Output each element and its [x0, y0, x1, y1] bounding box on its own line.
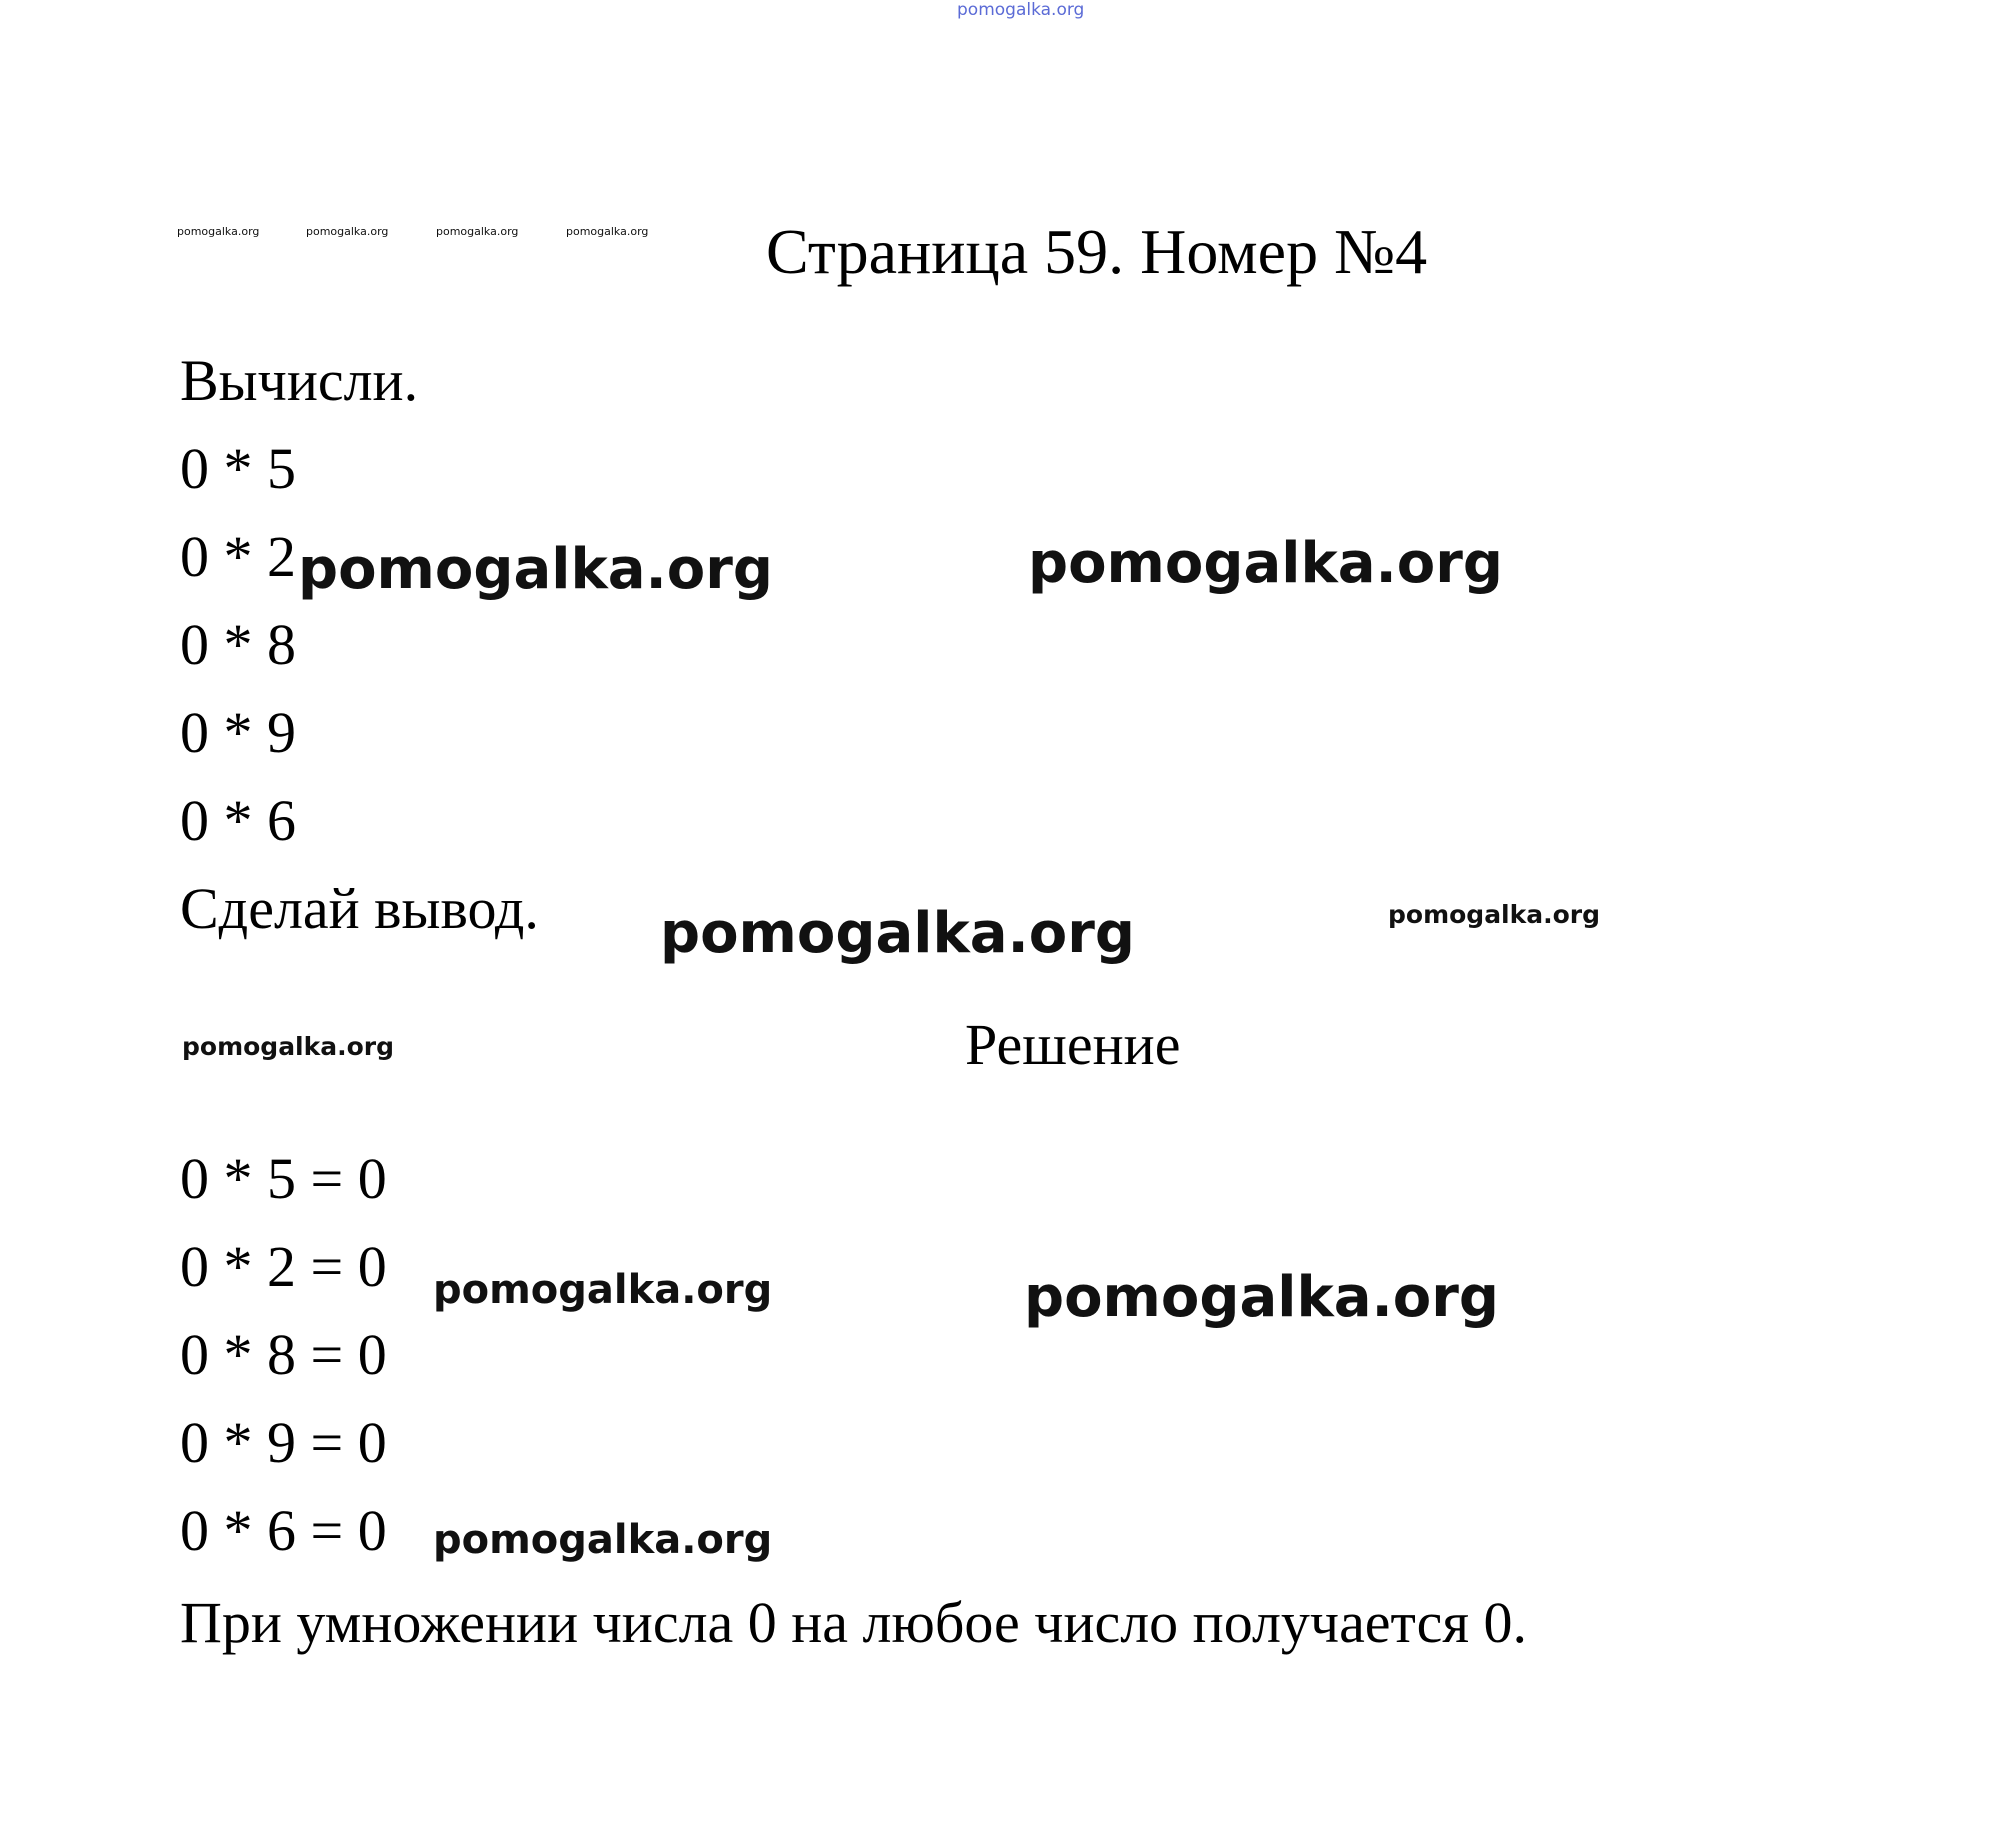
task-expression: 0 * 2: [180, 524, 296, 589]
watermark-large: pomogalka.org: [1024, 1265, 1499, 1330]
solution-conclusion: При умножении числа 0 на любое число получается 0.: [180, 1590, 1528, 1655]
task-expression: 0 * 8: [180, 612, 296, 677]
watermark-top: pomogalka.org: [957, 0, 1085, 20]
watermark-medium: pomogalka.org: [433, 1267, 773, 1313]
watermark-small: pomogalka.org: [1388, 900, 1601, 929]
solution-heading: Решение: [965, 1012, 1181, 1077]
watermark-large: pomogalka.org: [1028, 531, 1503, 596]
task-expression: 0 * 5: [180, 436, 296, 501]
solution-result: 0 * 6 = 0: [180, 1498, 387, 1563]
solution-result: 0 * 9 = 0: [180, 1410, 387, 1475]
watermark-tiny-1: pomogalka.org: [177, 225, 260, 238]
task-conclusion-prompt: Сделай вывод.: [180, 876, 539, 941]
watermark-small: pomogalka.org: [182, 1032, 395, 1061]
watermark-medium: pomogalka.org: [433, 1517, 773, 1563]
page-title: Страница 59. Номер №4: [766, 216, 1428, 287]
task-expression: 0 * 9: [180, 700, 296, 765]
watermark-large: pomogalka.org: [660, 901, 1135, 966]
watermark-large: pomogalka.org: [298, 537, 773, 602]
solution-result: 0 * 8 = 0: [180, 1322, 387, 1387]
solution-result: 0 * 5 = 0: [180, 1146, 387, 1211]
task-instruction: Вычисли.: [180, 348, 419, 413]
watermark-tiny-3: pomogalka.org: [436, 225, 519, 238]
watermark-tiny-2: pomogalka.org: [306, 225, 389, 238]
watermark-tiny-4: pomogalka.org: [566, 225, 649, 238]
solution-result: 0 * 2 = 0: [180, 1234, 387, 1299]
task-expression: 0 * 6: [180, 788, 296, 853]
